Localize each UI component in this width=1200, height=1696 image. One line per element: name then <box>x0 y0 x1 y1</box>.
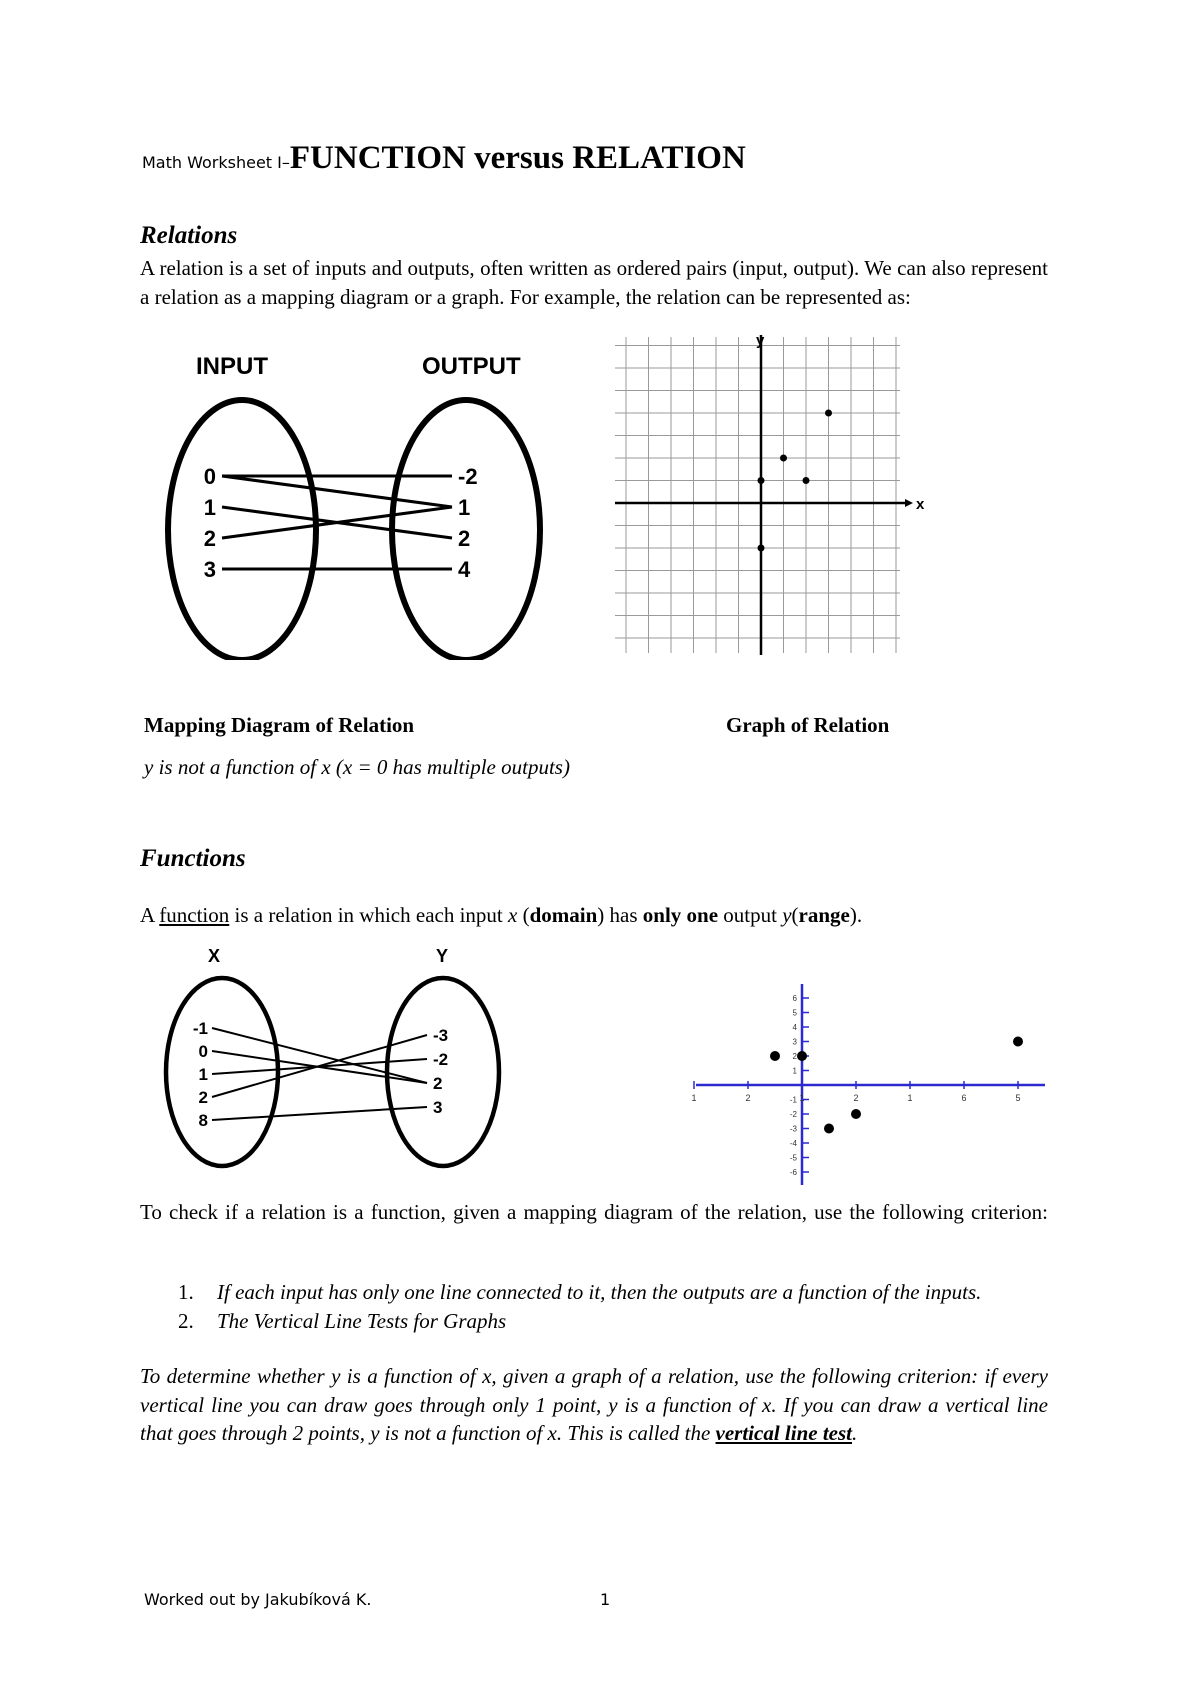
def-only-one: only one <box>642 903 719 927</box>
input-label: INPUT <box>196 353 268 380</box>
vlt-paragraph <box>140 1362 1048 1448</box>
mapping-arrow <box>222 476 452 507</box>
input-value: 1 <box>203 495 216 520</box>
relation-point <box>780 455 787 462</box>
output-value: 1 <box>458 495 471 520</box>
x-value: -1 <box>192 1019 208 1038</box>
y-tick-label: -5 <box>789 1153 797 1163</box>
y-value: 2 <box>433 1074 443 1093</box>
relation-note: y is not a function of x (x = 0 has multiple outputs) <box>144 755 570 779</box>
y-tick-label: -4 <box>789 1139 797 1148</box>
relation-x-label: x <box>916 496 925 513</box>
def-domain: domain <box>529 903 598 927</box>
mapping-arrow <box>212 1035 427 1097</box>
y-tick-label: 2 <box>792 1052 797 1061</box>
output-value: 2 <box>458 526 471 551</box>
input-oval <box>168 400 316 660</box>
y-tick-label: 1 <box>792 1066 797 1076</box>
x-tick-label: 1 <box>691 1093 697 1103</box>
y-tick-label: 5 <box>792 1008 797 1018</box>
def-range: range <box>798 903 850 927</box>
output-value: -2 <box>458 464 478 489</box>
x-tick-label: 1 <box>799 1093 805 1103</box>
relation-point <box>758 545 765 552</box>
graph-caption: Graph of Relation <box>726 713 890 737</box>
criterion-number: 1. <box>178 1280 194 1304</box>
y-tick-label: -2 <box>789 1110 797 1119</box>
relation-y-label: y <box>756 335 765 349</box>
function-point <box>1013 1037 1023 1047</box>
relation-graph <box>610 335 930 655</box>
relation-point <box>758 477 765 484</box>
output-label: OUTPUT <box>422 353 521 380</box>
criterion-text: The Vertical Line Tests for Graphs <box>217 1308 507 1333</box>
def-range-open: ( <box>791 903 799 927</box>
output-value: 4 <box>458 557 471 582</box>
vlt-text: To determine whether y is a function of x, given a graph of a relation, use the following criterion: if every vertical line you can draw goes through only 1 point, y is a function of x. If you can draw a vertical line that goes through 2 points, y is not a function of x. This is called the <box>140 1364 1048 1445</box>
x-value: 1 <box>198 1065 208 1084</box>
page-number: 1 <box>600 1590 611 1609</box>
y-tick-label: -3 <box>789 1124 797 1134</box>
criterion-text: If each input has only one line connected to it, then the outputs are a function of the inputs. <box>217 1280 982 1304</box>
functions-heading: Functions <box>140 845 246 872</box>
page-title <box>142 140 746 177</box>
x-label: X <box>208 946 221 966</box>
y-tick-label: -6 <box>789 1168 797 1177</box>
input-value: 3 <box>203 557 216 582</box>
input-value: 0 <box>203 464 216 489</box>
x-tick-label: 5 <box>1015 1093 1021 1103</box>
criterion-item <box>140 1278 1040 1307</box>
y-value: 3 <box>433 1098 443 1117</box>
x-tick-label: 1 <box>907 1093 913 1103</box>
y-oval <box>387 978 499 1166</box>
def-is: is a relation in which each input <box>229 903 503 927</box>
function-point <box>797 1051 807 1061</box>
x-value: 2 <box>198 1088 208 1107</box>
def-function-term: function <box>159 903 230 927</box>
function-point <box>770 1051 780 1061</box>
title-prefix: Math Worksheet I– <box>142 153 290 172</box>
title-main: FUNCTION versus RELATION <box>289 140 746 176</box>
y-tick-label: 6 <box>792 994 797 1003</box>
function-point <box>824 1124 834 1134</box>
function-point <box>851 1109 861 1119</box>
x-axis-arrow-icon <box>905 499 913 507</box>
check-paragraph: To check if a relation is a function, given a mapping diagram of the relation, use the following criterion: <box>140 1200 1048 1224</box>
x-tick-label: 2 <box>745 1093 751 1103</box>
x-tick-label: 2 <box>853 1093 859 1103</box>
criterion-item <box>140 1307 1040 1336</box>
relations-heading: Relations <box>140 222 238 249</box>
def-a: A <box>140 903 155 927</box>
y-value: -3 <box>433 1026 449 1045</box>
relation-point <box>803 477 810 484</box>
criterion-number: 2. <box>178 1308 194 1333</box>
y-value: -2 <box>433 1050 449 1069</box>
x-value: 8 <box>198 1111 208 1130</box>
y-tick-label: -1 <box>789 1095 797 1105</box>
function-graph <box>690 980 1060 1185</box>
def-paren-open: ( <box>522 903 530 927</box>
def-has: ) has <box>597 903 638 927</box>
y-label: Y <box>436 946 449 966</box>
criteria-list <box>140 1278 1040 1335</box>
x-value: 0 <box>198 1042 208 1061</box>
relations-paragraph: A relation is a set of inputs and outputs, often written as ordered pairs (input, output). We can also represent a relation as a mapping diagram or a graph. For example, the relation can be represented as: <box>140 256 1048 309</box>
function-mapping-diagram <box>160 940 510 1170</box>
vlt-end: . <box>852 1421 858 1445</box>
y-tick-label: 3 <box>792 1037 797 1047</box>
mapping-caption: Mapping Diagram of Relation <box>144 713 415 737</box>
input-value: 2 <box>203 526 216 551</box>
footer-author: Worked out by Jakubíková K. <box>144 1590 372 1609</box>
y-tick-label: 4 <box>792 1023 797 1032</box>
x-tick-label: 6 <box>961 1093 967 1103</box>
x-oval <box>166 978 278 1166</box>
def-y: y <box>782 903 792 927</box>
function-definition <box>140 903 862 928</box>
def-x: x <box>508 903 518 927</box>
relation-point <box>825 410 832 417</box>
relation-mapping-diagram <box>150 350 550 660</box>
def-output: output <box>723 903 777 927</box>
def-end: ). <box>849 903 863 927</box>
vlt-term: vertical line test <box>715 1421 853 1445</box>
